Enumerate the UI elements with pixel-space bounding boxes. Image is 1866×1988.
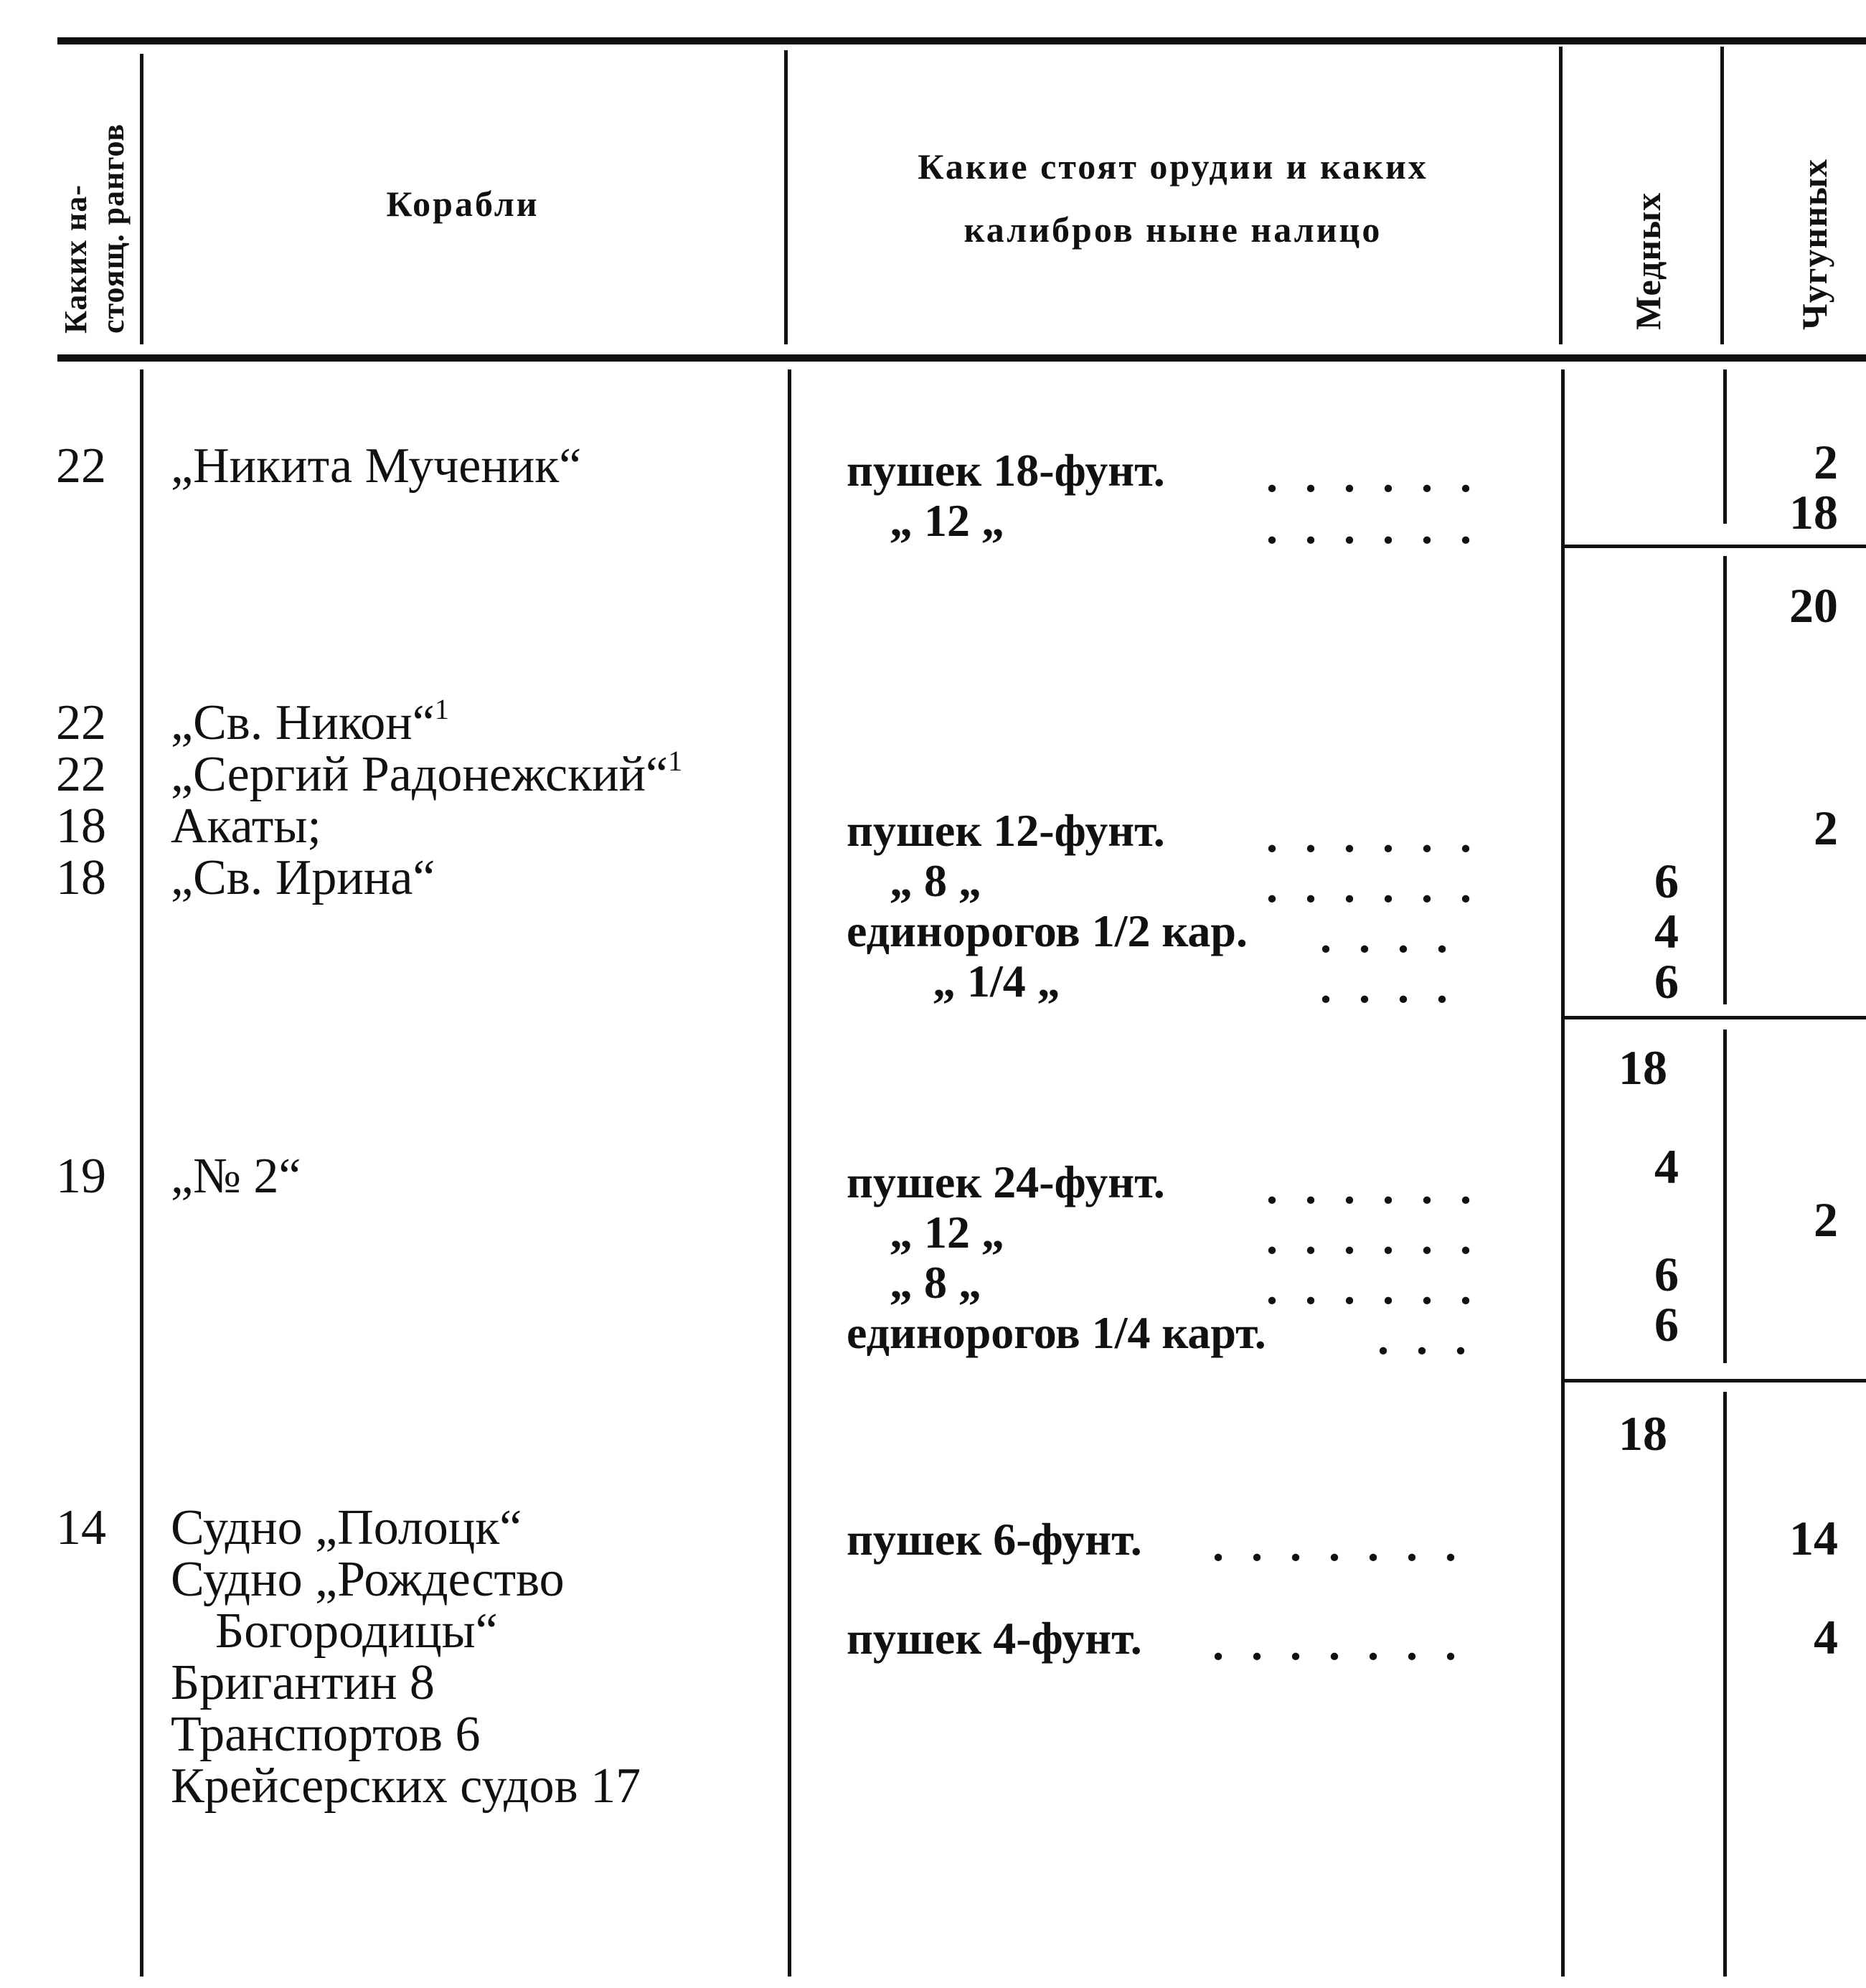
copper-subtotal-rule-2 [1564,1016,1866,1019]
col-line-3-header [1559,47,1563,344]
copper-count: 6 [1654,854,1679,908]
leader-dots: ...... [1266,1212,1499,1263]
rank-cell: 22 [56,695,106,750]
header-rank-line-1: Каких на- [58,184,93,334]
ship-name: „№ 2“ [171,1149,301,1204]
ship-name: Судно „Полоцк“ [171,1500,522,1555]
ship-name: Бригантин 8 [171,1655,435,1710]
gun-line: пушек 24-фунт. [847,1156,1165,1207]
ship-name: „Св. Ирина“ [171,850,435,905]
rank-cell: 18 [56,850,106,905]
rank-cell: 18 [56,799,106,854]
copper-count: 4 [1654,904,1679,958]
ship-name: Транспортов 6 [171,1707,481,1762]
leader-dots: ....... [1212,1520,1484,1570]
col-line-3-body [1561,369,1565,1977]
leader-dots: ... [1377,1313,1494,1364]
header-guns-line-2: калибров ныне налицо [963,209,1382,250]
footnote-mark: 1 [668,745,683,777]
ship-name: Акаты; [171,799,321,854]
footnote-mark: 1 [434,693,449,725]
header-copper: Медных [1628,192,1668,330]
iron-subtotal-rule-1 [1564,545,1866,548]
rank-cell: 22 [56,438,106,494]
iron-count: 2 [1814,1192,1838,1247]
gun-line: „ 12 „ [890,1207,1004,1258]
header-ships: Корабли [386,184,539,224]
iron-count: 2 [1814,435,1838,489]
leader-dots: ...... [1266,811,1499,862]
iron-col-line-c [1723,1030,1727,1363]
gun-line: единорогов 1/2 кар. [847,905,1248,956]
ship-name: Судно „Рождество [171,1552,565,1607]
col-line-1-body [140,369,143,1977]
rank-cell: 22 [56,747,106,802]
top-rule [57,37,1866,44]
copper-subtotal: 18 [1618,1406,1667,1461]
leader-dots: .... [1320,961,1475,1012]
rank-cell: 19 [56,1149,106,1204]
copper-count: 6 [1654,954,1679,1009]
leader-dots: ...... [1266,1162,1499,1213]
leader-dots: ....... [1212,1619,1484,1669]
leader-dots: ...... [1266,1263,1499,1314]
gun-line: „ 8 „ [890,1257,981,1308]
gun-line: пушек 18-фунт. [847,445,1165,496]
iron-count: 4 [1814,1610,1838,1664]
ship-name: „Никита Мученик“ [171,438,582,494]
gun-line: единорогов 1/4 карт. [847,1307,1266,1358]
rank-cell: 14 [56,1500,106,1555]
gun-line: „ 1/4 „ [933,956,1060,1007]
header-iron: Чугунных [1794,158,1834,330]
ship-name: „Сергий Радонежский“$^1$ [171,745,683,802]
iron-col-line-d [1723,1392,1727,1977]
header-rank-line-2: стоящ. рангов [95,123,131,334]
copper-subtotal: 18 [1618,1040,1667,1095]
gun-line: „ 8 „ [890,855,981,906]
iron-count: 14 [1789,1511,1838,1565]
leader-dots: ...... [1266,861,1499,912]
iron-subtotal: 20 [1789,578,1838,633]
col-line-4-header [1720,47,1724,344]
iron-count: 18 [1789,485,1838,540]
header-bottom-rule [57,354,1866,362]
gun-line: пушек 6-фунт. [847,1514,1142,1565]
col-line-2-header [784,50,788,344]
copper-count: 4 [1654,1139,1679,1194]
ship-name: Крейсерских судов 17 [171,1758,641,1814]
copper-count: 6 [1654,1297,1679,1352]
leader-dots: ...... [1266,451,1499,501]
gun-line: пушек 12-фунт. [847,805,1165,856]
iron-count: 2 [1814,801,1838,855]
iron-col-line-a [1723,369,1727,524]
ship-name: Богородицы“ [215,1603,498,1659]
leader-dots: .... [1320,911,1475,962]
ship-name: „Св. Никон“$^1$ [171,693,449,750]
leader-dots: ...... [1266,502,1499,553]
gun-line: пушек 4-фунт. [847,1613,1142,1664]
copper-subtotal-rule-3 [1564,1379,1866,1382]
iron-col-line-b [1723,556,1727,1004]
copper-count: 6 [1654,1247,1679,1301]
gun-line: „ 12 „ [890,495,1004,546]
header-guns-line-1: Какие стоят орудии и каких [918,146,1428,187]
col-line-2-body [788,369,791,1977]
